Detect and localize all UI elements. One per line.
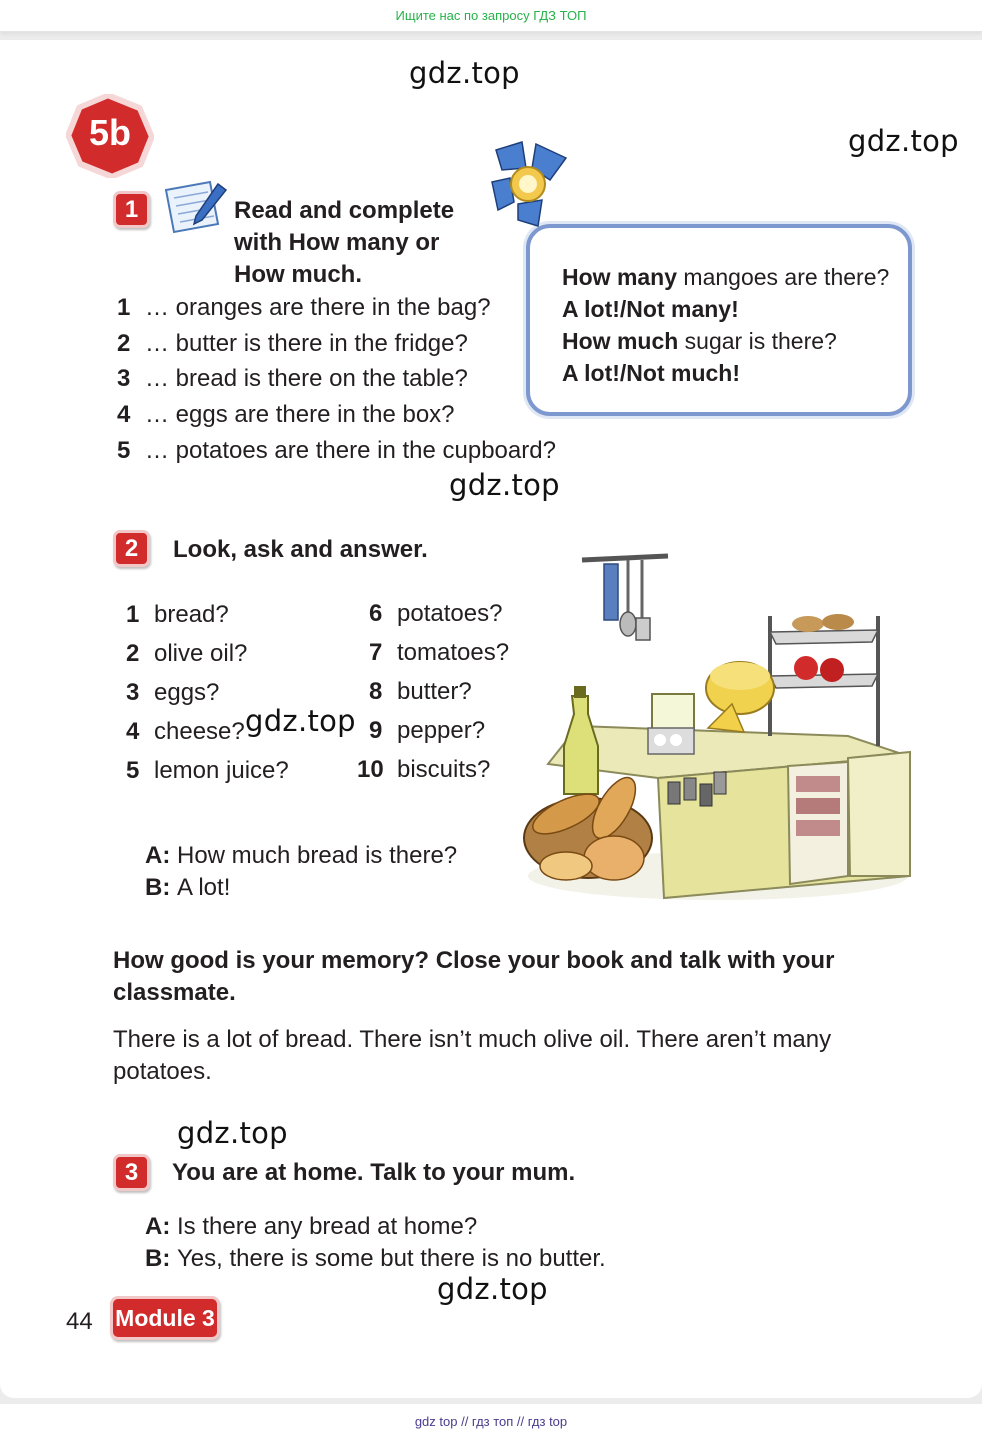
olive-oil-bottle-icon [564, 696, 598, 794]
grammar-callout-box [526, 224, 912, 416]
watermark: gdz.top [848, 124, 959, 158]
list-item: 2 olive oil? [126, 640, 248, 667]
notebook-pencil-icon [160, 180, 232, 236]
list-item: 4 … eggs are there in the box? [117, 401, 455, 428]
textbook-page [0, 40, 982, 1398]
exercise-number-badge: 3 [113, 1154, 150, 1191]
spotlight-icon [488, 140, 572, 230]
callout-line: How many mangoes are there? [562, 264, 890, 290]
list-item: 3 … bread is there on the table? [117, 365, 468, 392]
potato-icon [792, 616, 824, 632]
list-item: 4 cheese? [126, 718, 245, 745]
tomato-icon [794, 656, 818, 680]
list-item: 7 tomatoes? [369, 639, 510, 666]
list-item: 9 pepper? [369, 717, 486, 744]
module-badge: Module 3 [110, 1296, 220, 1340]
list-item: 10 biscuits? [357, 756, 491, 783]
list-item: 8 butter? [369, 678, 472, 705]
list-item: 6 potatoes? [369, 600, 503, 627]
watermark: gdz.top [245, 704, 356, 738]
top-banner-text: Ищите нас по запросу ГДЗ ТОП [395, 8, 587, 23]
callout-line: A lot!/Not much! [562, 360, 741, 386]
jug-icon [652, 694, 694, 730]
watermark: gdz.top [177, 1116, 288, 1150]
exercise1-title-line: How much. [234, 261, 363, 288]
list-item: 5 lemon juice? [126, 757, 289, 784]
exercise-number-badge: 1 [113, 191, 150, 228]
dialogue-line: A: How much bread is there? [145, 842, 458, 869]
lesson-badge [66, 94, 154, 178]
dialogue-line: B: Yes, there is some but there is no butter. [145, 1245, 606, 1272]
list-item: 2 … butter is there in the fridge? [117, 330, 468, 357]
list-item: 3 eggs? [126, 679, 220, 706]
memory-title-line: classmate. [113, 979, 236, 1006]
callout-line: A lot!/Not many! [562, 296, 739, 322]
memory-title-line: How good is your memory? Close your book and talk with your [113, 947, 835, 974]
list-item: 1 bread? [126, 601, 229, 628]
potato-icon [822, 614, 854, 630]
top-banner [0, 0, 982, 32]
exercise1-title-line: Read and complete [234, 197, 455, 224]
watermark: gdz.top [437, 1272, 548, 1306]
exercise1-title-line: with How many or [234, 229, 440, 256]
exercise-number-badge: 2 [113, 530, 150, 567]
tomato-icon [820, 658, 844, 682]
kitchen-illustration [518, 546, 918, 906]
page-number: 44 [66, 1308, 93, 1335]
dialogue-line: A: Is there any bread at home? [145, 1213, 478, 1240]
dialogue-line: B: A lot! [145, 874, 231, 901]
list-item: 5 … potatoes are there in the cupboard? [117, 437, 556, 464]
memory-body-line: potatoes. [113, 1058, 212, 1085]
watermark: gdz.top [449, 468, 560, 502]
exercise2-title: Look, ask and answer. [173, 536, 428, 563]
bottom-banner-text: gdz top // гдз топ // гдз top [414, 1414, 568, 1429]
list-item: 1 … oranges are there in the bag? [117, 294, 491, 321]
towel-icon [604, 564, 618, 620]
exercise3-title: You are at home. Talk to your mum. [172, 1159, 576, 1186]
lesson-badge-label: 5b [88, 112, 131, 153]
watermark: gdz.top [409, 56, 520, 90]
callout-line: How much sugar is there? [562, 328, 837, 354]
memory-body-line: There is a lot of bread. There isn’t much olive oil. There aren’t many [113, 1026, 832, 1053]
bottom-banner [0, 1404, 982, 1440]
